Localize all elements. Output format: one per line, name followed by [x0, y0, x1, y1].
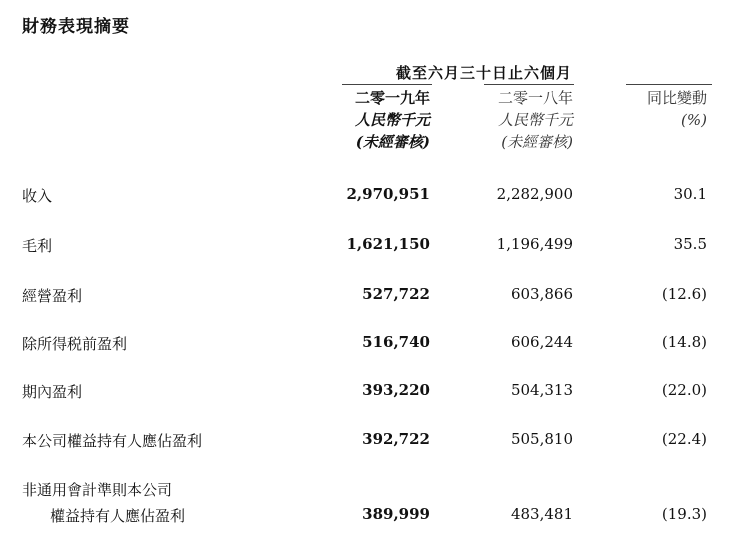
- value-2018: 1,196,499: [496, 235, 573, 253]
- header-rule-2019: [342, 84, 432, 85]
- value-change: 35.5: [673, 235, 707, 253]
- table-row-period-profit: [0, 381, 743, 403]
- table-row-gross-profit: [0, 235, 743, 257]
- value-2018: 504,313: [510, 381, 573, 399]
- table-row-non-gaap-profit: [0, 479, 743, 525]
- row-label: 毛利: [22, 237, 53, 255]
- row-label: 本公司權益持有人應佔盈利: [22, 432, 203, 450]
- row-label: 非通用會計準則本公司: [22, 481, 173, 499]
- value-2018: 483,481: [510, 505, 573, 523]
- value-2019: 527,722: [362, 285, 430, 303]
- column-note: (未經審核): [501, 133, 573, 151]
- column-unit: 人民幣千元: [354, 111, 430, 129]
- value-2019: 393,220: [362, 381, 430, 399]
- value-2018: 603,866: [510, 285, 573, 303]
- value-2019: 389,999: [362, 505, 430, 523]
- value-2019: 1,621,150: [346, 235, 430, 253]
- row-label: 收入: [22, 187, 53, 205]
- value-change: 30.1: [673, 185, 707, 203]
- column-header-change: [647, 87, 707, 131]
- column-year: 同比變動: [646, 89, 707, 107]
- row-label: 期內盈利: [22, 383, 83, 401]
- header-rule-change: [626, 84, 712, 85]
- value-change: (12.6): [661, 285, 707, 303]
- value-2018: 2,282,900: [496, 185, 573, 203]
- value-change: (22.0): [661, 381, 707, 399]
- page-title: 財務表現摘要: [22, 17, 130, 37]
- value-2018: 505,810: [510, 430, 573, 448]
- row-label-continued: 權益持有人應佔盈利: [50, 507, 186, 525]
- value-change: (14.8): [661, 333, 707, 351]
- table-row-operating-profit: [0, 285, 743, 307]
- value-2018: 606,244: [510, 333, 573, 351]
- value-2019: 516,740: [362, 333, 430, 351]
- row-label: 經營盈利: [22, 287, 83, 305]
- column-unit: 人民幣千元: [497, 111, 573, 129]
- column-year: 二零一九年: [354, 89, 430, 107]
- value-change: (19.3): [661, 505, 707, 523]
- value-change: (22.4): [661, 430, 707, 448]
- column-header-2018: [498, 87, 573, 153]
- table-row-attributable-profit: [0, 430, 743, 452]
- value-2019: 392,722: [362, 430, 430, 448]
- column-header-2019: [355, 87, 430, 153]
- column-note: (未經審核): [355, 133, 430, 151]
- row-label: 除所得税前盈利: [22, 335, 128, 353]
- column-year: 二零一八年: [497, 89, 573, 107]
- period-header: 截至六月三十日止六個月: [396, 64, 573, 82]
- table-row-revenue: [0, 185, 743, 207]
- column-unit: (%): [681, 111, 707, 129]
- value-2019: 2,970,951: [346, 185, 430, 203]
- table-row-profit-before-tax: [0, 333, 743, 355]
- header-rule-2018: [484, 84, 574, 85]
